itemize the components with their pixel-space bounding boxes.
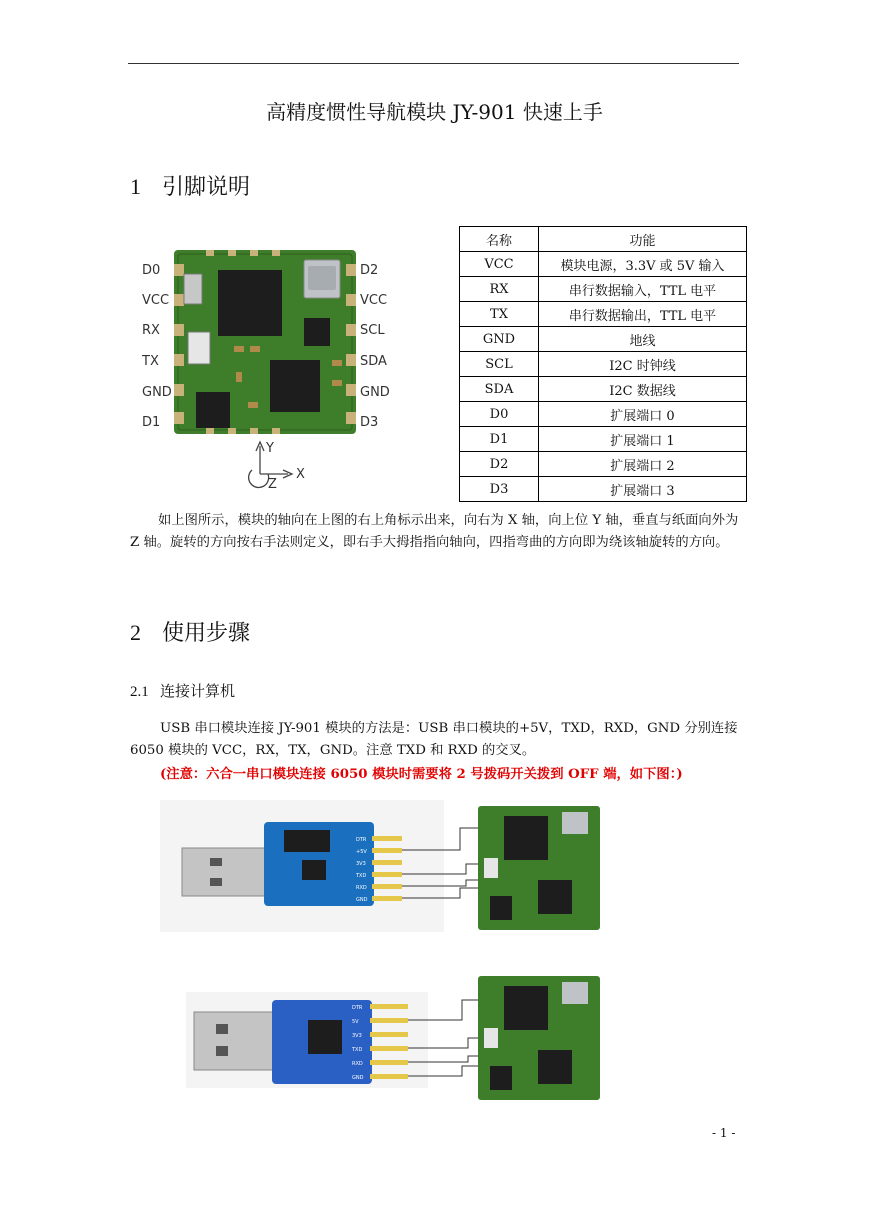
usb1-pin-txd: TXD bbox=[356, 873, 367, 879]
table-cell: GND bbox=[460, 327, 539, 352]
table-cell: D2 bbox=[460, 452, 539, 477]
usb-plug bbox=[194, 1012, 280, 1070]
header-rule bbox=[128, 63, 739, 64]
axis-z-label: Z bbox=[268, 477, 277, 492]
axis-description-paragraph: 如上图所示，模块的轴向在上图的右上角标示出来，向右为 X 轴，向上位 Y 轴，垂直与纸面向外为 Z 轴。旋转的方向按右手法则定义，即右手大拇指指向轴向，四指弯曲的方向即为绕该轴旋转的方向。 bbox=[130, 513, 739, 550]
table-cell: 扩展端口 0 bbox=[539, 402, 747, 427]
usb1-pin-5v: +5V bbox=[356, 849, 367, 855]
pin-label-left-d0: D0 bbox=[142, 263, 161, 278]
table-header-row bbox=[460, 227, 747, 252]
pin-label-left-gnd: GND bbox=[142, 385, 172, 400]
pin-label-right-gnd: GND bbox=[360, 385, 390, 400]
table-cell: VCC bbox=[460, 252, 539, 277]
table-cell: 串行数据输入，TTL 电平 bbox=[539, 277, 747, 302]
table-cell: TX bbox=[460, 302, 539, 327]
usb2-pin-dtr: DTR bbox=[352, 1005, 363, 1011]
usb1-pin-gnd: GND bbox=[356, 897, 368, 903]
small-chip bbox=[304, 318, 330, 346]
section-number: 2 bbox=[130, 620, 141, 645]
table-row bbox=[460, 352, 747, 377]
usb2-pin-gnd: GND bbox=[352, 1075, 364, 1081]
pin-table bbox=[459, 226, 747, 502]
section-title: 引脚说明 bbox=[162, 175, 251, 200]
table-cell: SDA bbox=[460, 377, 539, 402]
led bbox=[184, 274, 202, 304]
table-cell: SCL bbox=[460, 352, 539, 377]
pin-label-left-tx: TX bbox=[142, 354, 159, 369]
pin-label-right-scl: SCL bbox=[360, 323, 385, 338]
section-title: 使用步骤 bbox=[162, 621, 251, 646]
pin-label-left-rx: RX bbox=[142, 323, 160, 338]
dip-switch-note: (注意：六合一串口模块连接 6050 模块时需要将 2 号拨码开关拨到 OFF 端，如下图：) bbox=[160, 767, 683, 782]
pin-label-right-d2: D2 bbox=[360, 263, 379, 278]
section-2-1-heading bbox=[130, 680, 235, 701]
pin-label-right-vcc: VCC bbox=[360, 293, 388, 308]
usb-plug bbox=[182, 848, 274, 896]
usb2-pin-rxd: RXD bbox=[352, 1061, 363, 1067]
axis-y-label: Y bbox=[266, 441, 274, 456]
document-title: 高精度惯性导航模块 JY-901 快速上手 bbox=[266, 100, 603, 124]
usb2-pin-5v: 5V bbox=[352, 1019, 359, 1025]
section-number: 2.1 bbox=[130, 684, 149, 700]
table-row bbox=[460, 377, 747, 402]
usb1-pin-rxd: RXD bbox=[356, 885, 367, 891]
table-cell: 串行数据输出，TTL 电平 bbox=[539, 302, 747, 327]
regulator bbox=[188, 332, 210, 364]
usb1-pin-3v3: 3V3 bbox=[356, 861, 366, 867]
connection-figure-1 bbox=[160, 796, 610, 936]
usb2-pin-3v3: 3V3 bbox=[352, 1033, 362, 1039]
section-2-heading bbox=[130, 616, 250, 647]
connection-paragraph: USB 串口模块连接 JY-901 模块的方法是：USB 串口模块的+5V，TXD，RXD，GND 分别连接 6050 模块的 VCC，RX，TX，GND。注意 TXD 和 RXD 的交叉。 bbox=[130, 721, 738, 758]
table-row bbox=[460, 427, 747, 452]
pin-label-left-vcc: VCC bbox=[142, 293, 170, 308]
mcu-chip bbox=[218, 270, 282, 336]
module-photo bbox=[136, 242, 396, 492]
table-cell: 地线 bbox=[539, 327, 747, 352]
table-row bbox=[460, 277, 747, 302]
section-title: 连接计算机 bbox=[160, 682, 236, 700]
table-cell: I2C 数据线 bbox=[539, 377, 747, 402]
section-number: 1 bbox=[130, 174, 141, 199]
baro-chip bbox=[196, 392, 230, 428]
table-cell: RX bbox=[460, 277, 539, 302]
table-cell: 扩展端口 2 bbox=[539, 452, 747, 477]
table-row bbox=[460, 452, 747, 477]
usb1-pin-dtr: DTR bbox=[356, 837, 367, 843]
table-cell: I2C 时钟线 bbox=[539, 352, 747, 377]
table-row bbox=[460, 327, 747, 352]
pin-label-right-d3: D3 bbox=[360, 415, 379, 430]
table-row bbox=[460, 477, 747, 502]
table-cell: 模块电源，3.3V 或 5V 输入 bbox=[539, 252, 747, 277]
pin-label-left-d1: D1 bbox=[142, 415, 161, 430]
table-row bbox=[460, 402, 747, 427]
usb2-pin-txd: TXD bbox=[352, 1047, 363, 1053]
axis-x-label: X bbox=[296, 467, 305, 482]
table-cell: D3 bbox=[460, 477, 539, 502]
table-row bbox=[460, 252, 747, 277]
table-cell: 扩展端口 1 bbox=[539, 427, 747, 452]
sensor-chip bbox=[270, 360, 320, 412]
table-header-function: 功能 bbox=[539, 227, 747, 252]
section-1-heading bbox=[130, 170, 250, 201]
table-header-name: 名称 bbox=[460, 227, 539, 252]
table-cell: 扩展端口 3 bbox=[539, 477, 747, 502]
table-cell: D1 bbox=[460, 427, 539, 452]
table-cell: D0 bbox=[460, 402, 539, 427]
connection-figure-2 bbox=[186, 974, 610, 1102]
table-row bbox=[460, 302, 747, 327]
page-number: - 1 - bbox=[712, 1126, 736, 1140]
pin-label-right-sda: SDA bbox=[360, 354, 387, 369]
